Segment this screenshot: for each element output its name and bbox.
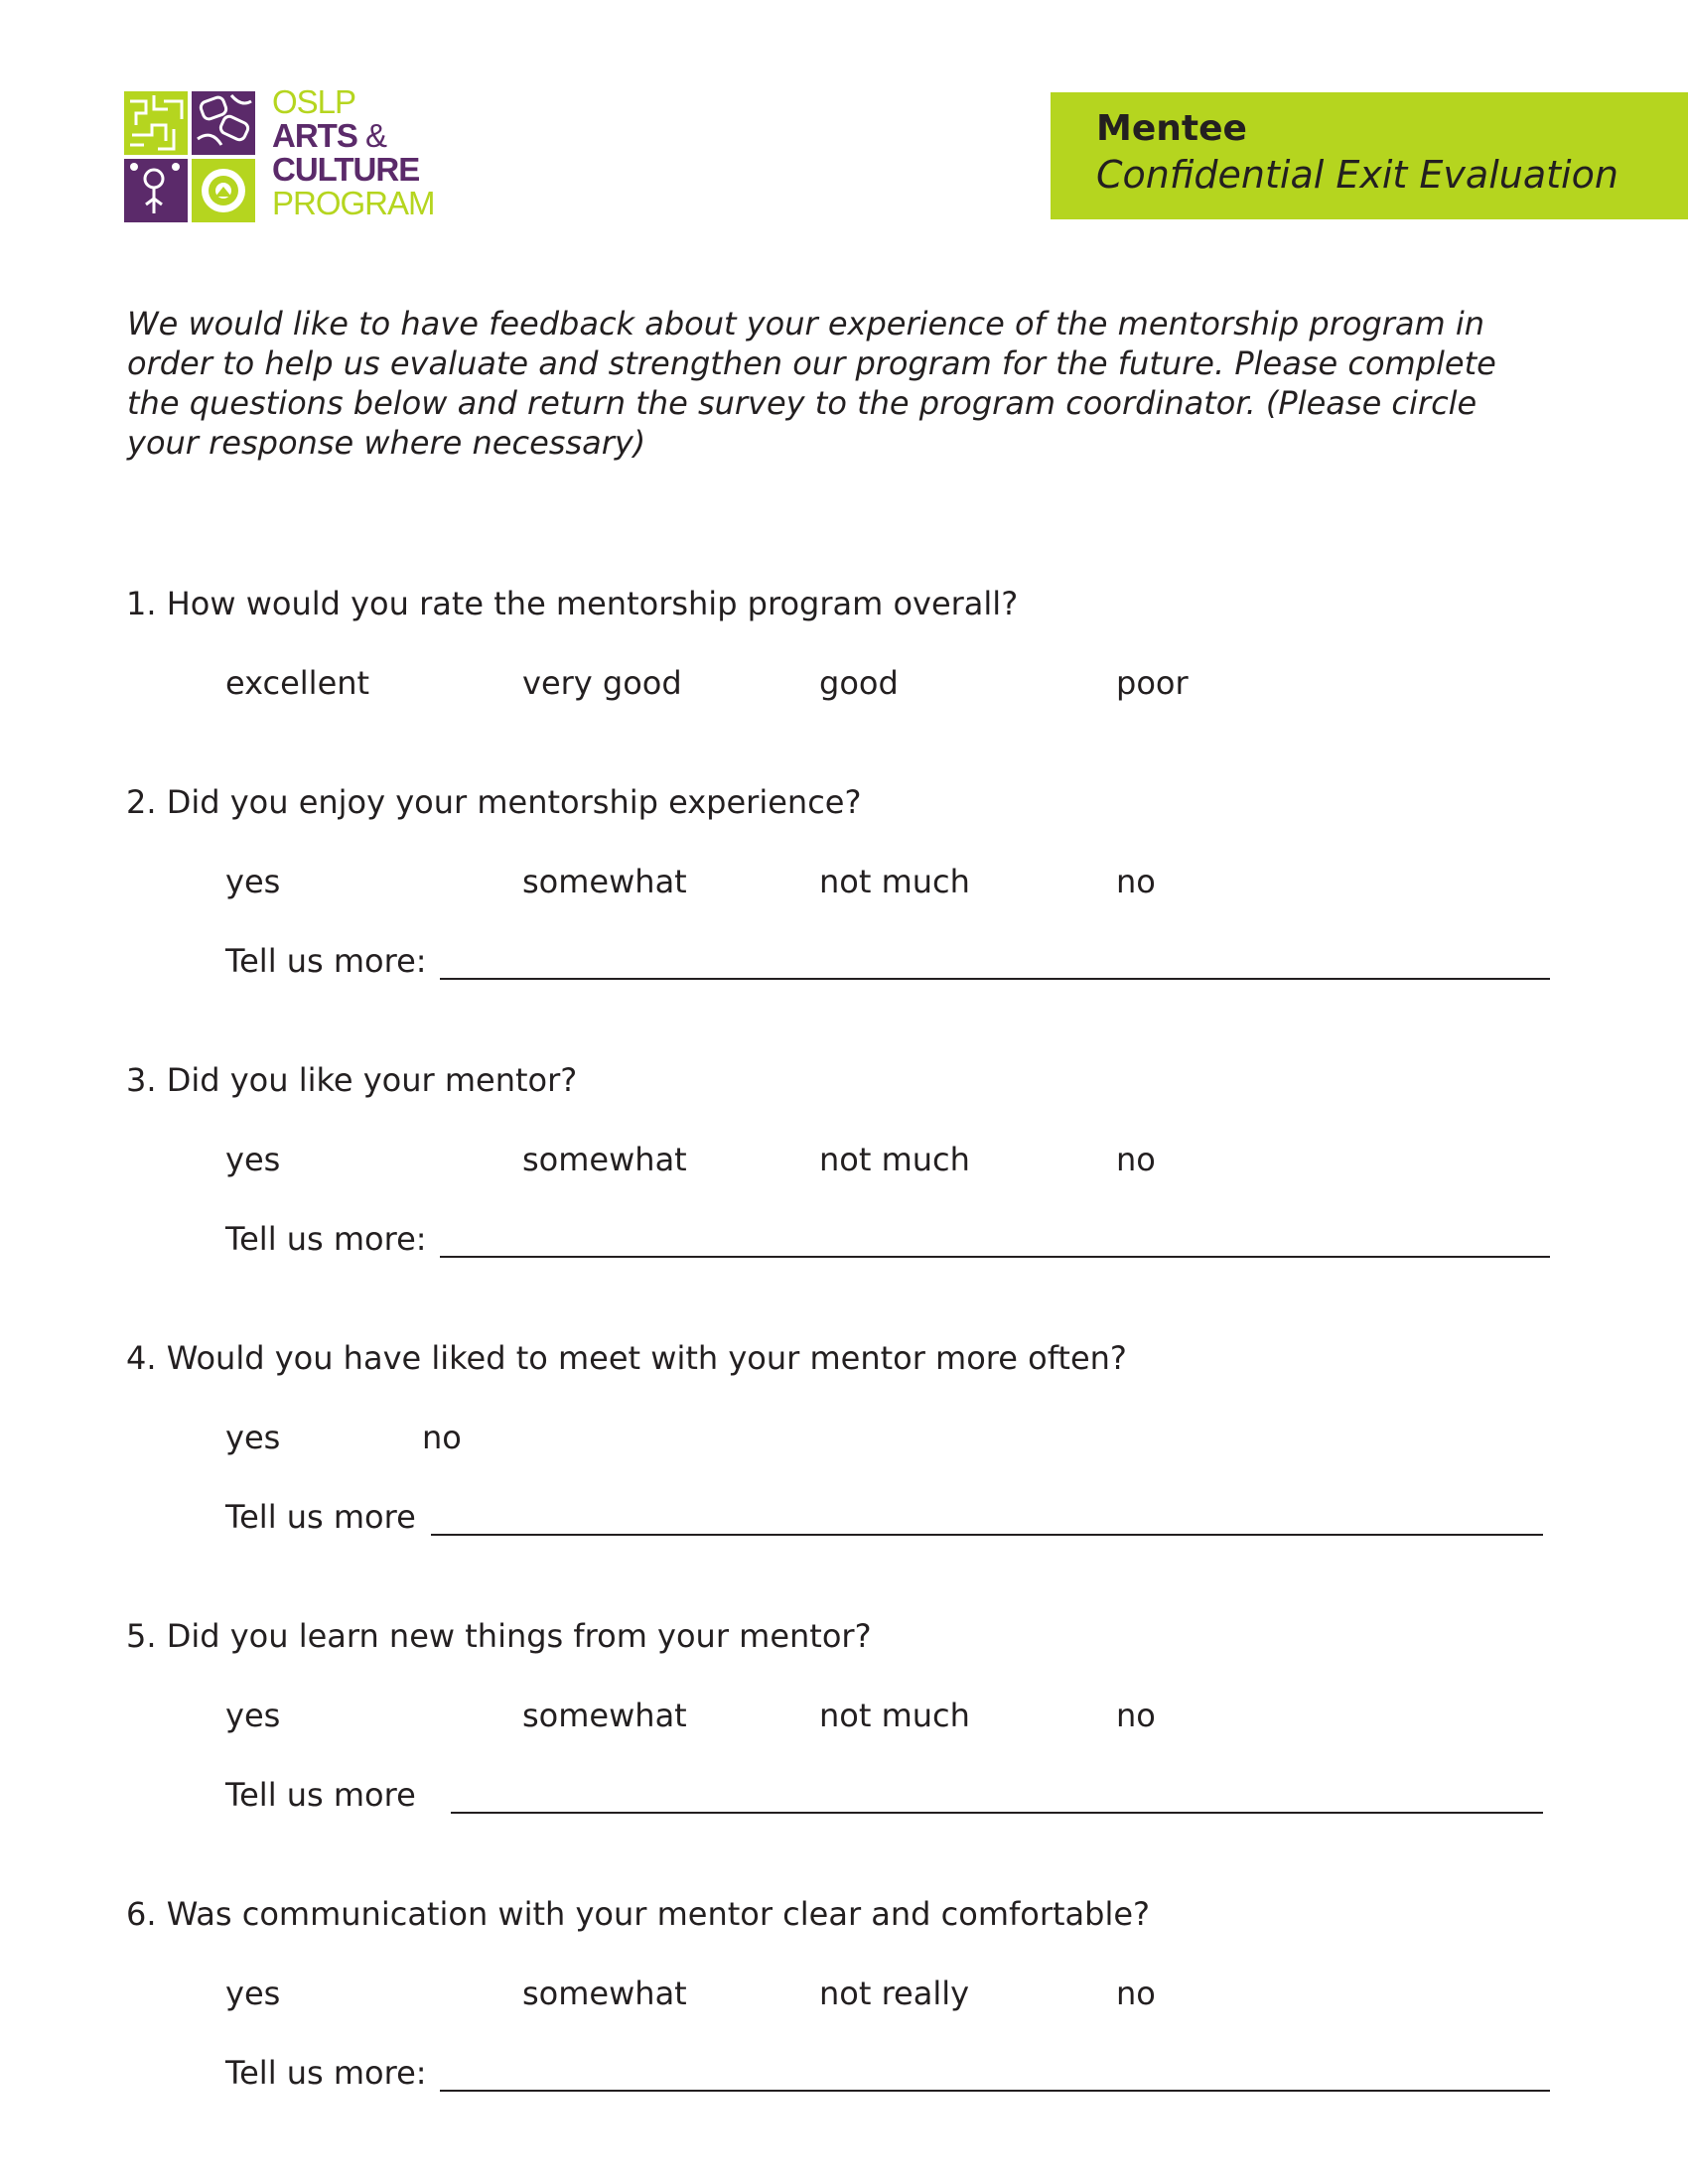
option-not-really[interactable]: not really [819,1975,970,2012]
option-no[interactable]: no [422,1419,462,1456]
option-yes[interactable]: yes [225,1975,281,2012]
option-no[interactable]: no [1116,1975,1156,2012]
tell-us-more-row [126,941,1566,983]
question-5 [126,1616,1566,1817]
logo-tile-maze [124,91,188,155]
option-no[interactable]: no [1116,1697,1156,1734]
header-subtitle: Confidential Exit Evaluation [1096,153,1618,197]
option-not-much[interactable]: not much [819,1697,970,1734]
option-yes[interactable]: yes [225,1419,281,1456]
question-2 [126,782,1566,983]
answer-options [126,663,1566,703]
logo-line-arts: ARTS [272,117,357,154]
tell-us-more-field[interactable] [440,1256,1550,1258]
tell-us-more-field[interactable] [431,1534,1543,1536]
logo-tile-loops [192,91,255,155]
tell-us-more-field[interactable] [451,1812,1543,1814]
question-1 [126,584,1566,703]
logo-line-oslp: OSLP [272,83,356,120]
tell-us-more-field[interactable] [440,2090,1550,2092]
answer-options [126,1140,1566,1179]
intro-paragraph: We would like to have feedback about your experience of the mentorship program in order to help us evaluate and strengthen our program for the future. Please complete the questions below and return the survey to the program coordinator. (Please circle your response where necessary) [127,305,1496,462]
tell-us-more-label: Tell us more: [225,1220,427,1258]
option-yes[interactable]: yes [225,863,281,900]
tell-us-more-row [126,1219,1566,1261]
answer-options [126,1974,1566,2013]
option-yes[interactable]: yes [225,1697,281,1734]
header-banner [1051,92,1688,219]
tell-us-more-label: Tell us more [225,1498,416,1536]
logo-tile-spiral [192,159,255,222]
answer-options [126,862,1566,901]
question-text: 4. Would you have liked to meet with your mentor more often? [126,1339,1127,1377]
logo-line-program: PROGRAM [272,185,435,221]
option-no[interactable]: no [1116,863,1156,900]
answer-options [126,1696,1566,1735]
option-yes[interactable]: yes [225,1141,281,1178]
tell-us-more-row [126,1775,1566,1817]
question-6 [126,1894,1566,2095]
option-somewhat[interactable]: somewhat [522,1141,687,1178]
answer-options [126,1418,1566,1457]
option-very-good[interactable]: very good [522,664,682,702]
option-excellent[interactable]: excellent [225,664,370,702]
option-somewhat[interactable]: somewhat [522,1975,687,2012]
logo-ampersand: & [365,117,387,154]
question-text: 1. How would you rate the mentorship program overall? [126,585,1019,622]
logo-wordmark [272,85,435,220]
question-4 [126,1338,1566,1539]
tell-us-more-label: Tell us more: [225,2054,427,2092]
tell-us-more-label: Tell us more: [225,942,427,980]
question-text: 6. Was communication with your mentor clear and comfortable? [126,1895,1151,1933]
tell-us-more-row [126,1497,1566,1539]
tell-us-more-label: Tell us more [225,1776,416,1814]
option-poor[interactable]: poor [1116,664,1189,702]
tell-us-more-field[interactable] [440,978,1550,980]
program-logo [124,83,452,226]
header-title: Mentee [1096,108,1247,149]
logo-tiles [124,91,259,226]
option-somewhat[interactable]: somewhat [522,863,687,900]
option-no[interactable]: no [1116,1141,1156,1178]
question-text: 2. Did you enjoy your mentorship experience? [126,783,862,821]
option-not-much[interactable]: not much [819,1141,970,1178]
question-text: 5. Did you learn new things from your mentor? [126,1617,872,1655]
option-not-much[interactable]: not much [819,863,970,900]
tell-us-more-row [126,2053,1566,2095]
option-somewhat[interactable]: somewhat [522,1697,687,1734]
question-text: 3. Did you like your mentor? [126,1061,578,1099]
question-3 [126,1060,1566,1261]
option-good[interactable]: good [819,664,899,702]
logo-tile-figure [124,159,188,222]
logo-line-culture: CULTURE [272,151,420,188]
